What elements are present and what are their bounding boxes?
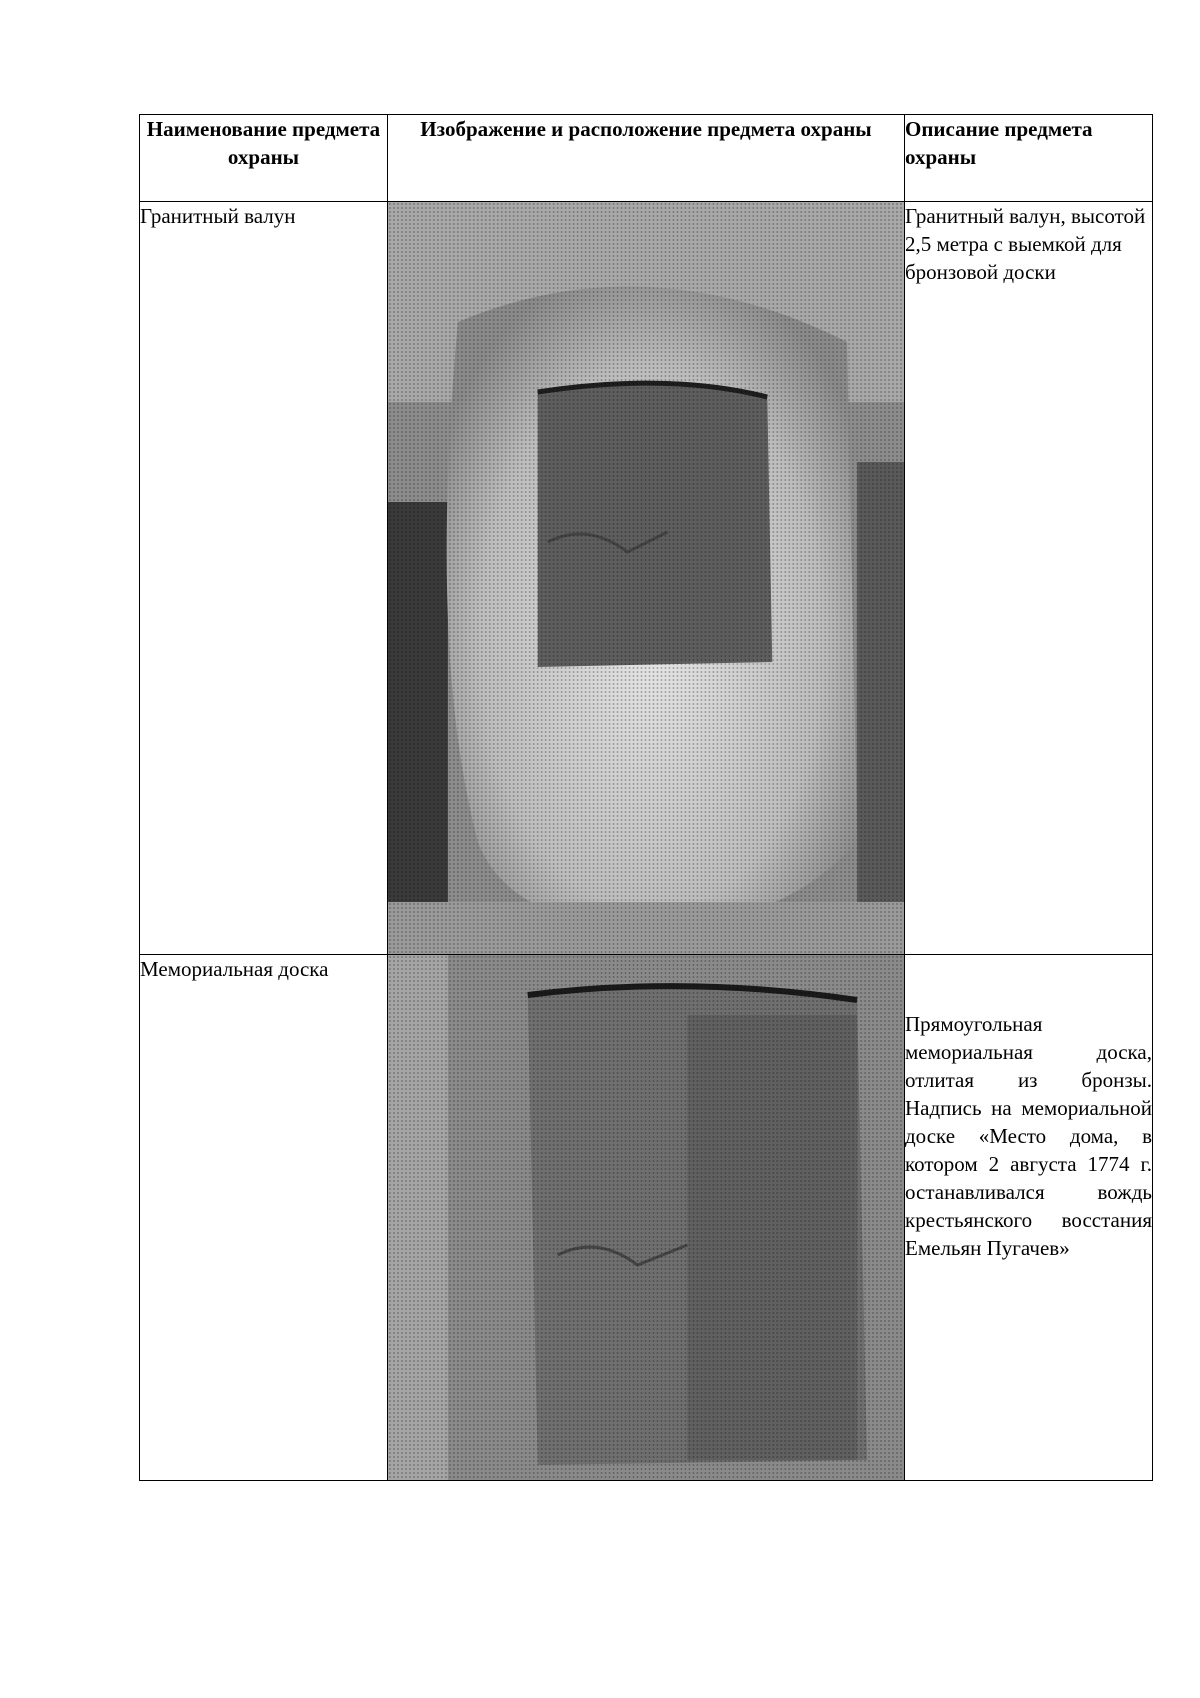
table-row (140, 202, 1153, 955)
row-description-cell: Прямоугольная мемориальная доска, отлитая из бронзы. Надпись на мемориальной доске «Место дома, в котором 2 августа 1774 г. останавливался вождь крестьянского восстания Емельян Пугачев» (905, 955, 1153, 1481)
row-name-cell: Мемориальная доска (140, 955, 388, 1481)
row-description-cell: Гранитный валун, высотой 2,5 метра с выемкой для бронзовой доски (905, 202, 1153, 955)
header-description: Описание предмета охраны (905, 115, 1153, 202)
row-name-cell: Гранитный валун (140, 202, 388, 955)
table-header-row (140, 115, 1153, 202)
protection-items-table (139, 114, 1153, 1481)
header-name: Наименование предмета охраны (140, 115, 388, 202)
memorial-plaque-photo (388, 955, 904, 1480)
table-row (140, 955, 1153, 1481)
granite-boulder-photo (388, 202, 904, 954)
row-image-cell (388, 955, 905, 1481)
header-image: Изображение и расположение предмета охраны (388, 115, 905, 202)
row-image-cell (388, 202, 905, 955)
